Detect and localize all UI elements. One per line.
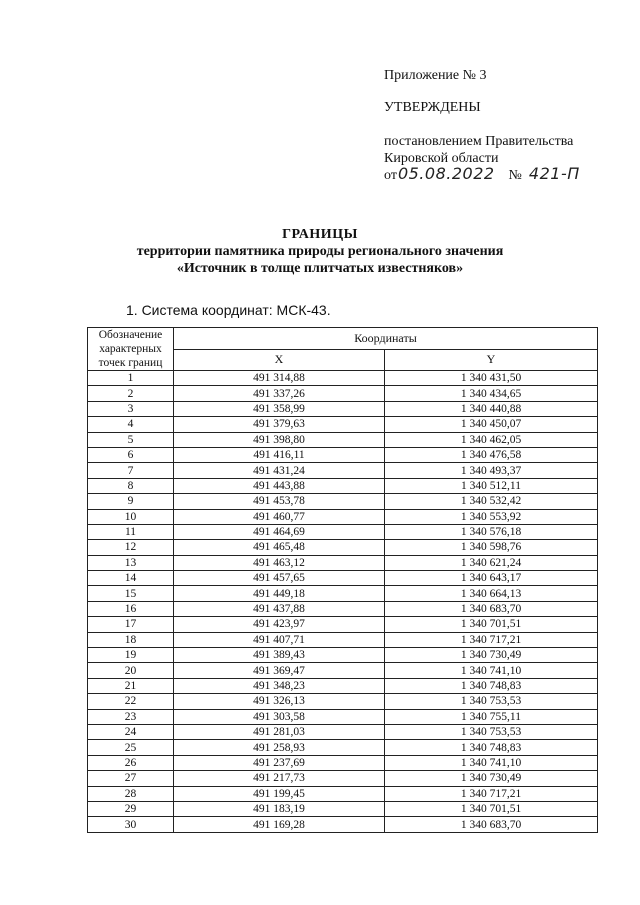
table-row xyxy=(88,447,598,462)
coord-y: 1 340 532,42 xyxy=(385,494,598,509)
date-number-line xyxy=(384,165,580,184)
point-number: 30 xyxy=(88,817,174,832)
point-number: 6 xyxy=(88,447,174,462)
annex-label: Приложение № 3 xyxy=(384,68,487,83)
table-row xyxy=(88,648,598,663)
handwritten-date: 05.08.2022 xyxy=(397,164,495,183)
coord-y: 1 340 598,76 xyxy=(385,540,598,555)
coord-y: 1 340 717,21 xyxy=(385,786,598,801)
coord-x: 491 465,48 xyxy=(174,540,385,555)
table-row xyxy=(88,678,598,693)
coord-x: 491 199,45 xyxy=(174,786,385,801)
point-number: 8 xyxy=(88,478,174,493)
header-x: X xyxy=(174,349,385,371)
point-number: 1 xyxy=(88,371,174,386)
coord-x: 491 183,19 xyxy=(174,801,385,816)
point-number: 14 xyxy=(88,571,174,586)
coord-x: 491 449,18 xyxy=(174,586,385,601)
table-row xyxy=(88,524,598,539)
table-row xyxy=(88,555,598,570)
point-number: 2 xyxy=(88,386,174,401)
number-sign: № xyxy=(508,168,522,183)
point-number: 29 xyxy=(88,801,174,816)
coord-y: 1 340 717,21 xyxy=(385,632,598,647)
table-row xyxy=(88,740,598,755)
header-y: Y xyxy=(385,349,598,371)
point-number: 13 xyxy=(88,555,174,570)
point-number: 12 xyxy=(88,540,174,555)
point-number: 7 xyxy=(88,463,174,478)
point-number: 3 xyxy=(88,401,174,416)
coord-y: 1 340 462,05 xyxy=(385,432,598,447)
coord-y: 1 340 755,11 xyxy=(385,709,598,724)
table-row xyxy=(88,601,598,616)
point-number: 18 xyxy=(88,632,174,647)
table-row xyxy=(88,432,598,447)
coord-y: 1 340 683,70 xyxy=(385,817,598,832)
coord-x: 491 460,77 xyxy=(174,509,385,524)
coord-x: 491 337,26 xyxy=(174,386,385,401)
coord-y: 1 340 753,53 xyxy=(385,724,598,739)
coord-y: 1 340 476,58 xyxy=(385,447,598,462)
point-number: 20 xyxy=(88,663,174,678)
handwritten-number: 421-П xyxy=(528,164,580,183)
coord-x: 491 453,78 xyxy=(174,494,385,509)
point-number: 27 xyxy=(88,771,174,786)
point-number: 9 xyxy=(88,494,174,509)
table-row xyxy=(88,771,598,786)
coord-x: 491 237,69 xyxy=(174,755,385,770)
table-row xyxy=(88,817,598,832)
coord-y: 1 340 643,17 xyxy=(385,571,598,586)
point-number: 5 xyxy=(88,432,174,447)
coord-x: 491 358,99 xyxy=(174,401,385,416)
coord-x: 491 389,43 xyxy=(174,648,385,663)
table-row xyxy=(88,494,598,509)
table-row xyxy=(88,617,598,632)
point-number: 11 xyxy=(88,524,174,539)
coordinates-table xyxy=(87,327,598,833)
coord-y: 1 340 434,65 xyxy=(385,386,598,401)
coord-y: 1 340 450,07 xyxy=(385,417,598,432)
coord-x: 491 379,63 xyxy=(174,417,385,432)
document-subtitle-1: территории памятника природы регионального значения xyxy=(136,244,504,259)
point-number: 17 xyxy=(88,617,174,632)
coord-x: 491 169,28 xyxy=(174,817,385,832)
coord-y: 1 340 621,24 xyxy=(385,555,598,570)
header-designation: Обозначение характерных точек границ xyxy=(88,328,174,371)
point-number: 26 xyxy=(88,755,174,770)
coord-y: 1 340 431,50 xyxy=(385,371,598,386)
point-number: 21 xyxy=(88,678,174,693)
coord-y: 1 340 493,37 xyxy=(385,463,598,478)
table-row xyxy=(88,724,598,739)
table-row xyxy=(88,478,598,493)
point-number: 23 xyxy=(88,709,174,724)
coord-y: 1 340 664,13 xyxy=(385,586,598,601)
coord-x: 491 423,97 xyxy=(174,617,385,632)
point-number: 19 xyxy=(88,648,174,663)
coord-y: 1 340 741,10 xyxy=(385,663,598,678)
coord-x: 491 217,73 xyxy=(174,771,385,786)
coord-x: 491 443,88 xyxy=(174,478,385,493)
coord-x: 491 464,69 xyxy=(174,524,385,539)
document-title: ГРАНИЦЫ xyxy=(282,227,358,242)
point-number: 10 xyxy=(88,509,174,524)
coord-x: 491 398,80 xyxy=(174,432,385,447)
coord-x: 491 369,47 xyxy=(174,663,385,678)
coord-y: 1 340 701,51 xyxy=(385,801,598,816)
point-number: 16 xyxy=(88,601,174,616)
coord-y: 1 340 741,10 xyxy=(385,755,598,770)
coord-x: 491 348,23 xyxy=(174,678,385,693)
date-prefix: от xyxy=(384,168,397,183)
coord-x: 491 407,71 xyxy=(174,632,385,647)
table-row xyxy=(88,663,598,678)
table-row xyxy=(88,694,598,709)
coord-x: 491 281,03 xyxy=(174,724,385,739)
coord-y: 1 340 701,51 xyxy=(385,617,598,632)
point-number: 22 xyxy=(88,694,174,709)
coord-y: 1 340 553,92 xyxy=(385,509,598,524)
table-row xyxy=(88,417,598,432)
coordinate-system-label: 1. Система координат: МСК-43. xyxy=(126,302,331,318)
coord-y: 1 340 440,88 xyxy=(385,401,598,416)
coord-y: 1 340 748,83 xyxy=(385,678,598,693)
table-row xyxy=(88,586,598,601)
coord-y: 1 340 730,49 xyxy=(385,648,598,663)
table-row xyxy=(88,386,598,401)
coord-x: 491 437,88 xyxy=(174,601,385,616)
point-number: 28 xyxy=(88,786,174,801)
document-subtitle-2: «Источник в толще плитчатых известняков» xyxy=(176,261,464,276)
coord-x: 491 326,13 xyxy=(174,694,385,709)
table-row xyxy=(88,463,598,478)
coord-x: 491 258,93 xyxy=(174,740,385,755)
coord-x: 491 314,88 xyxy=(174,371,385,386)
table-row xyxy=(88,786,598,801)
coord-y: 1 340 683,70 xyxy=(385,601,598,616)
coord-x: 491 431,24 xyxy=(174,463,385,478)
table-row xyxy=(88,401,598,416)
table-row xyxy=(88,371,598,386)
table-row xyxy=(88,755,598,770)
header-coordinates: Координаты xyxy=(174,328,598,350)
coord-y: 1 340 730,49 xyxy=(385,771,598,786)
point-number: 25 xyxy=(88,740,174,755)
table-row xyxy=(88,540,598,555)
coord-x: 491 457,65 xyxy=(174,571,385,586)
approved-label: УТВЕРЖДЕНЫ xyxy=(384,100,481,115)
decree-text: постановлением Правительства Кировской области xyxy=(384,134,574,166)
coord-x: 491 416,11 xyxy=(174,447,385,462)
coord-x: 491 303,58 xyxy=(174,709,385,724)
point-number: 24 xyxy=(88,724,174,739)
point-number: 4 xyxy=(88,417,174,432)
table-row xyxy=(88,571,598,586)
table-row xyxy=(88,632,598,647)
coord-y: 1 340 512,11 xyxy=(385,478,598,493)
coord-y: 1 340 753,53 xyxy=(385,694,598,709)
table-row xyxy=(88,801,598,816)
table-row xyxy=(88,509,598,524)
point-number: 15 xyxy=(88,586,174,601)
coord-y: 1 340 576,18 xyxy=(385,524,598,539)
coord-x: 491 463,12 xyxy=(174,555,385,570)
coord-y: 1 340 748,83 xyxy=(385,740,598,755)
table-row xyxy=(88,709,598,724)
